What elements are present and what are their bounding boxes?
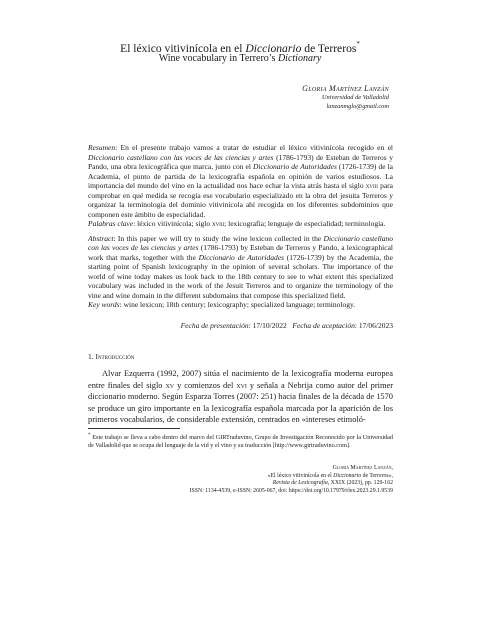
resumen-italic: Diccionario castellano con las voces de las ciencias y artes (88, 152, 274, 162)
body-text-run: Alvar Ezquerra (1992, 2007) sitúa el nacimiento de la lexicografía moderna europea entre finales del siglo (88, 369, 393, 390)
author-email[interactable]: lanzanmglo@gmail.com (326, 102, 389, 110)
body-century: xvi (236, 380, 247, 390)
presentation-date-label: Fecha de presentación (180, 321, 249, 330)
section-title: Introducción (95, 352, 135, 361)
resumen-text: : En el presente trabajo vamos a tratar de estudiar el léxico vitivinícola recogido en el (115, 143, 393, 152)
title-italic: Diccionario (245, 41, 302, 55)
resumen-paragraph (88, 143, 393, 219)
resumen-text: (1786-1793) de Esteban de Terreros y Pando, una obra lexicográfica que marca, junto con el (88, 152, 393, 171)
title-text: El léxico vitivinícola en el (120, 41, 246, 55)
title-text-end: de Terreros (301, 41, 357, 55)
resumen-label: Resumen (88, 143, 116, 152)
citation-doi[interactable]: ISSN: 1134-4539, e-ISSN: 2605-067, doi: https://doi.org/10.17979/rlex.2023.29.1.9539 (189, 487, 393, 494)
presentation-date: : 17/10/2022 (248, 321, 287, 330)
palabras-clave-label: Palabras clave (88, 219, 134, 228)
footnote-divider (88, 428, 180, 429)
body-text-run: y comienzos del (174, 380, 237, 390)
palabras-clave-text: : léxico vitivinícola; siglo (133, 219, 212, 228)
author-name: Gloria Martínez Lanzán (302, 84, 389, 93)
palabras-clave-text: ; lexicografía; lenguaje de especialidad; terminología. (224, 219, 386, 228)
abstract-text: : In this paper we will try to study the wine lexicon collected in the (113, 233, 324, 243)
keywords-paragraph (88, 300, 393, 310)
resumen-text: para comprobar en qué medida se recogía ese vocabulario especializado en la obra del jesuita Terreros y organizar la terminología del dominio vitivinícola ahí recogida en los diferentes subdominios que componen este ámbito de especialidad. (88, 181, 394, 219)
title-footnote-mark[interactable]: * (356, 40, 360, 48)
keywords-text: : wine lexicon; 18th century; lexicography; specialized language; terminology. (119, 300, 356, 309)
resumen-italic: Diccionario de Autoridades (252, 162, 337, 171)
citation-block (190, 465, 393, 495)
citation-author: Gloria Martínez Lanzán, (332, 465, 393, 471)
palabras-clave-paragraph (88, 219, 393, 229)
abstract-text: (1726-1739) by the Academia, the starting point of Spanish lexicography in the opinion of several scholars. The importance of the world of wine today makes us look back to the 18th century to see to what extent this specialized vocabulary was included in the work of the Jesuit Terreros and to organize the terminology of the vine and wine domain in the different subdomains that compose this specialized field. (88, 252, 393, 300)
citation-title-text: «El léxico vitivinícola en el (267, 472, 334, 479)
footnote (88, 432, 393, 450)
abstract-text: (1786-1793) by Esteban de Terreros y Pando, a lexicographical work that marks, together with the (88, 243, 393, 262)
subtitle-text: Wine vocabulary in Terrero’s (158, 53, 278, 64)
palabras-clave-century: xviii (211, 219, 225, 228)
abstract-italic: Diccionario castellano con las voces de las ciencias y artes (88, 233, 393, 252)
citation-journal (190, 480, 393, 488)
author-affiliation: Universidad de Valladolid (321, 94, 389, 101)
body-paragraph (88, 368, 393, 426)
subtitle-italic: Dictionary (277, 53, 322, 64)
abstract-block (88, 143, 393, 310)
citation-journal-info: , XXIX (2023), pp. 129-162 (327, 480, 393, 487)
citation-title-italic: Diccionario (333, 472, 362, 479)
footnote-mark: * (88, 433, 91, 438)
acceptance-date-label: Fecha de aceptación (292, 321, 355, 330)
citation-journal-name: Revista de Lexicografía (272, 480, 328, 487)
footnote-text: Este trabajo se lleva a cabo dentro del marco del GIRTraduvino, Grupo de Investigación Reconocido por la Universidad de Valladolid que se ocupa del lenguaje de la vid y el vino y su traducción [http://www.girtraduvino.com]. (88, 434, 393, 450)
article-subtitle (0, 52, 480, 65)
body-text (88, 368, 393, 426)
resumen-text: (1726-1739) de la Academia, el punto de partida de la lexicografía española en opinión de varios estudiosos. La importancia del mundo del vino en la actualidad nos hace echar la vista atrás hasta el siglo (88, 162, 393, 190)
body-text-run: y señala a Nebrija como autor del primer diccionario moderno. Según Esparza Torres (2007: 251) hacia finales de la década de 1570 se produce un giro importante en la lexicografía española marcada por la aparición de los primeros vocabularios, de considerable extensión, centrados en «intereses etimoló- (88, 380, 393, 424)
abstract-paragraph (88, 234, 393, 301)
acceptance-date: : 17/06/2023 (354, 321, 393, 330)
submission-dates (88, 321, 393, 331)
author-affiliation-block (322, 94, 389, 111)
abstract-italic: Diccionario de Autoridades (198, 252, 284, 262)
section-heading (88, 352, 134, 362)
section-number: 1. (88, 352, 96, 361)
resumen-century: xviii (365, 181, 378, 190)
abstract-label: Abstract (88, 233, 114, 243)
citation-title-text: de Terreros», (361, 472, 393, 479)
body-century: xv (165, 380, 175, 390)
keywords-label: Key words (88, 300, 120, 309)
